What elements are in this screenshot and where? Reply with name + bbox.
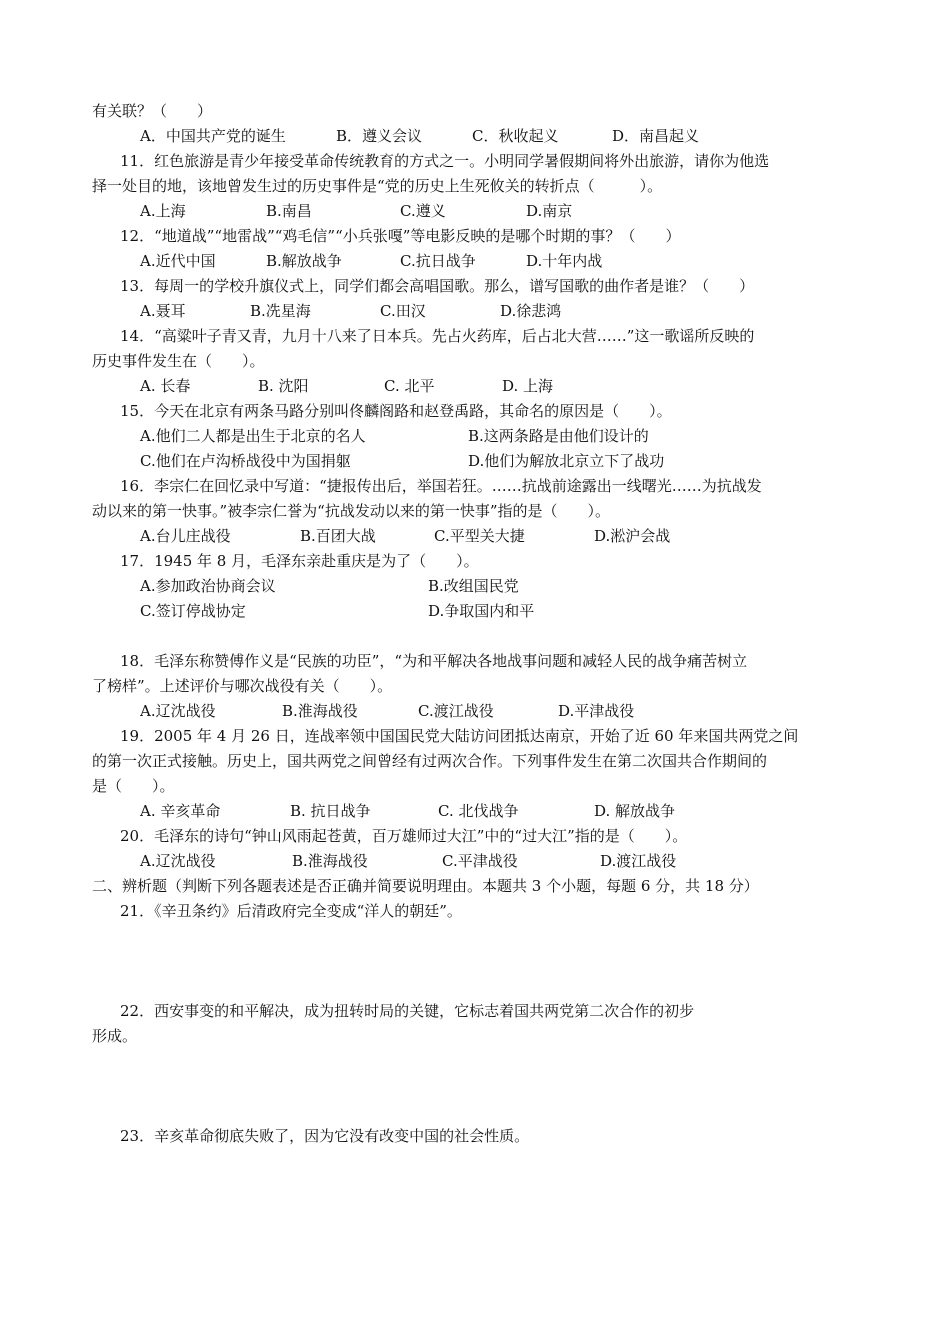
q19-stem-line3: 是（ ）。 xyxy=(92,777,175,795)
q18-option-b: B.淮海战役 xyxy=(282,702,358,720)
q19-option-a: A. 辛亥革命 xyxy=(140,802,221,820)
q20-stem: 20．毛泽东的诗句“钟山风雨起苍黄，百万雄师过大江”中的“过大江”指的是（ ）。 xyxy=(120,827,688,845)
q16-option-a: A.台儿庄战役 xyxy=(140,527,231,545)
q11-option-d: D.南京 xyxy=(526,202,573,220)
q19-option-b: B. 抗日战争 xyxy=(290,802,371,820)
q18-option-c: C.渡江战役 xyxy=(418,702,494,720)
q19-option-d: D. 解放战争 xyxy=(594,802,676,820)
q12-stem: 12．“地道战”“地雷战”“鸡毛信”“小兵张嘎”等电影反映的是哪个时期的事？（ ） xyxy=(120,227,681,245)
q14-stem-line1: 14．“高粱叶子青又青，九月十八来了日本兵。先占火药库，后占北大营……”这一歌谣所反映的 xyxy=(120,327,755,345)
q19-stem-line1: 19．2005 年 4 月 26 日，连战率领中国国民党大陆访问团抵达南京，开始了近 60 年来国共两党之间 xyxy=(120,727,799,745)
q19-stem-line2: 的第一次正式接触。历史上，国共两党之间曾经有过两次合作。下列事件发生在第二次国共合作期间的 xyxy=(92,752,768,770)
q11-option-b: B.南昌 xyxy=(266,202,312,220)
q15-option-d: D.他们为解放北京立下了战功 xyxy=(468,452,665,470)
q11-stem-line2: 择一处目的地，该地曾发生过的历史事件是“党的历史上生死攸关的转折点（ ）。 xyxy=(92,177,663,195)
q10-option-d: D．南昌起义 xyxy=(612,127,700,145)
q14-option-d: D. 上海 xyxy=(502,377,554,395)
q11-option-a: A.上海 xyxy=(140,202,186,220)
q23-stem: 23．辛亥革命彻底失败了，因为它没有改变中国的社会性质。 xyxy=(120,1127,530,1145)
q17-option-d: D.争取国内和平 xyxy=(428,602,535,620)
q19-option-c: C. 北伐战争 xyxy=(438,802,519,820)
q22-stem-line2: 形成。 xyxy=(92,1027,138,1045)
q10-option-c: C．秋收起义 xyxy=(472,127,559,145)
q16-option-d: D.淞沪会战 xyxy=(594,527,671,545)
q11-option-c: C.遵义 xyxy=(400,202,446,220)
q14-stem-line2: 历史事件发生在（ ）。 xyxy=(92,352,265,370)
q13-option-d: D.徐悲鸿 xyxy=(500,302,562,320)
q10-option-a: A．中国共产党的诞生 xyxy=(140,127,286,145)
q17-option-c: C.签订停战协定 xyxy=(140,602,246,620)
q21-stem: 21．《辛丑条约》后清政府完全变成“洋人的朝廷”。 xyxy=(120,902,462,920)
q15-option-c: C.他们在卢沟桥战役中为国捐躯 xyxy=(140,452,351,470)
q20-option-b: B.淮海战役 xyxy=(292,852,368,870)
q16-option-b: B.百团大战 xyxy=(300,527,376,545)
section-2-heading: 二、辨析题（判断下列各题表述是否正确并简要说明理由。本题共 3 个小题，每题 6 分，共 18 分） xyxy=(92,877,759,895)
q10-option-b: B．遵义会议 xyxy=(336,127,423,145)
q13-option-c: C.田汉 xyxy=(380,302,426,320)
q17-stem: 17．1945 年 8 月，毛泽东亲赴重庆是为了（ ）。 xyxy=(120,552,479,570)
q20-option-c: C.平津战役 xyxy=(442,852,518,870)
q15-option-b: B.这两条路是由他们设计的 xyxy=(468,427,649,445)
q15-option-a: A.他们二人都是出生于北京的名人 xyxy=(140,427,366,445)
q17-option-b: B.改组国民党 xyxy=(428,577,519,595)
q13-option-b: B.冼星海 xyxy=(250,302,311,320)
q22-stem-line1: 22．西安事变的和平解决，成为扭转时局的关键，它标志着国共两党第二次合作的初步 xyxy=(120,1002,695,1020)
q18-option-a: A.辽沈战役 xyxy=(140,702,216,720)
q10-continuation: 有关联？（ ） xyxy=(92,102,213,120)
q14-option-b: B. 沈阳 xyxy=(258,377,309,395)
q18-stem-line1: 18．毛泽东称赞傅作义是“民族的功臣”，“为和平解决各地战事问题和减轻人民的战争痛苦树立 xyxy=(120,652,748,670)
q14-option-c: C. 北平 xyxy=(384,377,435,395)
q20-option-a: A.辽沈战役 xyxy=(140,852,216,870)
q15-stem: 15．今天在北京有两条马路分别叫佟麟阁路和赵登禹路，其命名的原因是（ ）。 xyxy=(120,402,672,420)
q16-stem-line1: 16．李宗仁在回忆录中写道：“捷报传出后，举国若狂。……抗战前途露出一线曙光……为抗战发 xyxy=(120,477,762,495)
q12-option-d: D.十年内战 xyxy=(526,252,603,270)
q13-option-a: A.聂耳 xyxy=(140,302,186,320)
q18-stem-line2: 了榜样”。上述评价与哪次战役有关（ ）。 xyxy=(92,677,393,695)
q12-option-b: B.解放战争 xyxy=(266,252,342,270)
q12-option-c: C.抗日战争 xyxy=(400,252,476,270)
q18-option-d: D.平津战役 xyxy=(558,702,635,720)
q13-stem: 13．每周一的学校升旗仪式上，同学们都会高唱国歌。那么，谱写国歌的曲作者是谁？（ ） xyxy=(120,277,755,295)
q16-option-c: C.平型关大捷 xyxy=(434,527,525,545)
q12-option-a: A.近代中国 xyxy=(140,252,216,270)
q11-stem-line1: 11．红色旅游是青少年接受革命传统教育的方式之一。小明同学暑假期间将外出旅游，请你为他选 xyxy=(120,152,770,170)
q20-option-d: D.渡江战役 xyxy=(600,852,677,870)
q17-option-a: A.参加政治协商会议 xyxy=(140,577,276,595)
q16-stem-line2: 动以来的第一快事。”被李宗仁誉为“抗战发动以来的第一快事”指的是（ ）。 xyxy=(92,502,611,520)
q14-option-a: A. 长春 xyxy=(140,377,191,395)
